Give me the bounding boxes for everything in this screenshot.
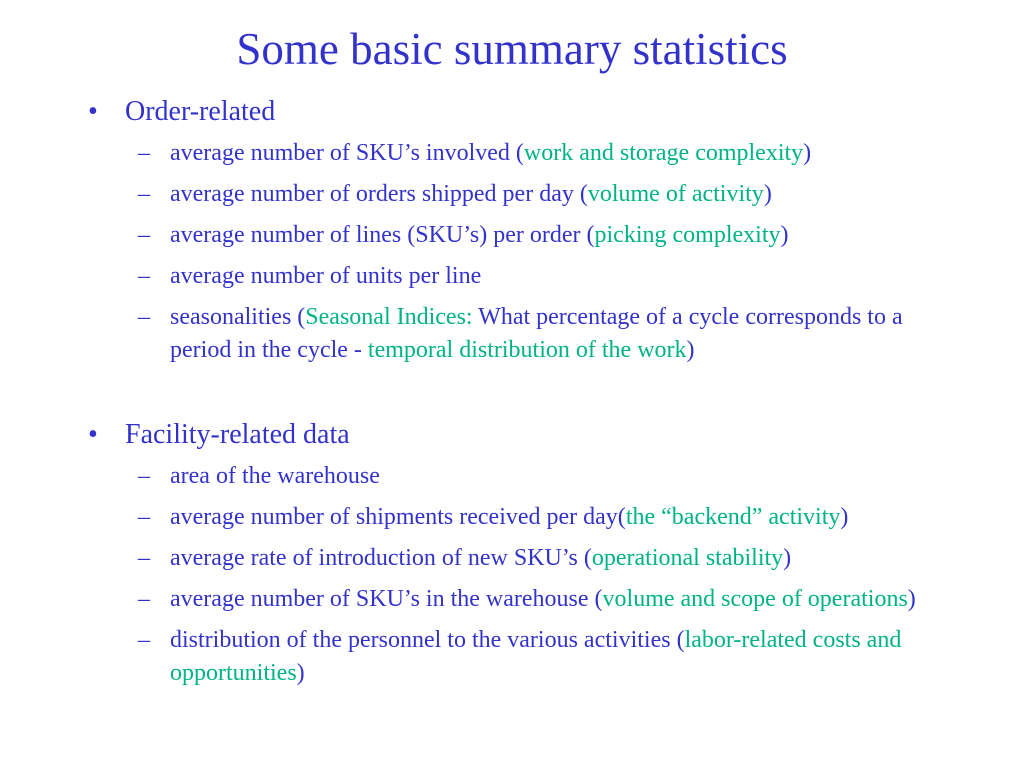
item-text: average number of lines (SKU’s) per order ( (170, 222, 595, 248)
item-text: ) (296, 660, 305, 686)
item-text: What percentage of a cycle corresponds to a period in the cycle - (170, 304, 903, 363)
list-item (88, 460, 938, 493)
dash-icon: – (138, 504, 150, 530)
item-text: distribution of the personnel to the various activities ( (170, 627, 685, 653)
item-text: average number of orders shipped per day ( (170, 181, 588, 207)
bullet-icon: • (88, 419, 98, 450)
dash-icon: – (138, 304, 150, 330)
dash-icon: – (138, 263, 150, 289)
item-text: ) (783, 545, 792, 571)
list-item (88, 301, 938, 367)
list-item (88, 501, 938, 534)
item-highlight: operational stability (591, 545, 784, 571)
item-text: ) (763, 181, 772, 207)
item-text: seasonalities ( (170, 304, 306, 330)
item-highlight: Seasonal Indices: (305, 304, 473, 330)
sub-list (88, 460, 938, 690)
list-item (88, 219, 938, 252)
item-text: average number of units per line (170, 263, 482, 289)
item-text: ) (686, 337, 695, 363)
bullet-icon: • (88, 96, 98, 127)
bullet-heading (88, 418, 938, 452)
section-heading: Facility-related data (125, 419, 350, 450)
item-text: average rate of introduction of new SKU’s ( (170, 545, 592, 571)
item-highlight: work and storage complexity (523, 140, 804, 166)
dash-icon: – (138, 586, 150, 612)
item-text: ) (803, 140, 812, 166)
dash-icon: – (138, 140, 150, 166)
section-heading: Order-related (125, 96, 276, 127)
dash-icon: – (138, 627, 150, 653)
list-item (88, 178, 938, 211)
list-item (88, 624, 938, 690)
section-facility-related (88, 418, 938, 690)
dash-icon: – (138, 222, 150, 248)
item-highlight: the “backend” activity (625, 504, 841, 530)
item-text: area of the warehouse (170, 463, 380, 489)
item-text: ) (780, 222, 789, 248)
list-item (88, 137, 938, 170)
section-order-related (88, 95, 938, 367)
list-item (88, 583, 938, 616)
item-highlight: temporal distribution of the work (367, 337, 687, 363)
slide-title: Some basic summary statistics (236, 24, 788, 74)
item-text: ) (840, 504, 849, 530)
dash-icon: – (138, 545, 150, 571)
dash-icon: – (138, 463, 150, 489)
dash-icon: – (138, 181, 150, 207)
item-highlight: picking complexity (594, 222, 781, 248)
item-highlight: volume of activity (587, 181, 764, 207)
list-item (88, 260, 938, 293)
item-highlight: labor-related costs and opportunities (170, 627, 902, 686)
list-item (88, 542, 938, 575)
item-text: ) (907, 586, 916, 612)
bullet-heading (88, 95, 938, 129)
item-highlight: volume and scope of operations (602, 586, 908, 612)
item-text: average number of SKU’s involved ( (170, 140, 524, 166)
sub-list (88, 137, 938, 367)
item-text: average number of SKU’s in the warehouse ( (170, 586, 603, 612)
item-text: average number of shipments received per day( (170, 504, 626, 530)
